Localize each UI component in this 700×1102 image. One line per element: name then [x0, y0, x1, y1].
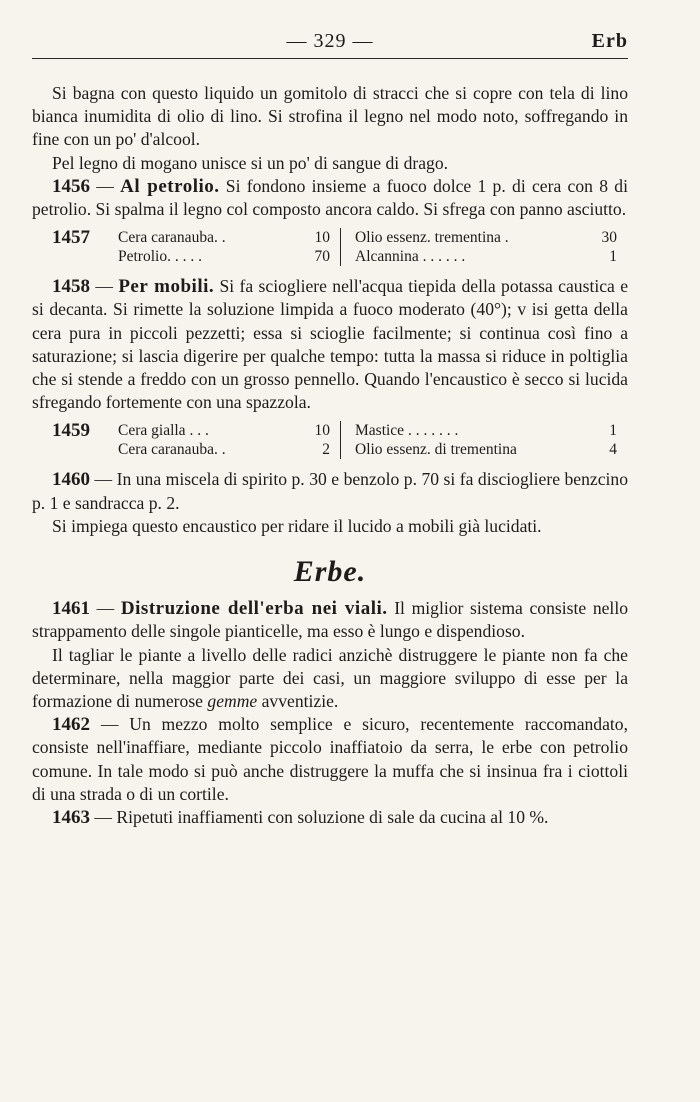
ingredient-name: Mastice . . . . . . .: [355, 422, 459, 440]
ingredient-row: [355, 440, 617, 459]
ingredient-qty: 2: [322, 441, 330, 459]
entry-text: In una miscela di spirito p. 30 e benzolo p. 70 si fa disciogliere benzcino p. 1 e sandracca p. 2.: [32, 469, 629, 513]
recipe-number: 1457: [52, 227, 90, 249]
entry-dash: —: [90, 598, 121, 619]
running-head: Erb: [591, 30, 628, 52]
entry-dash: —: [90, 807, 117, 828]
italic-word: gemme: [207, 691, 258, 712]
ingredient-qty: 30: [601, 229, 617, 247]
entry-title: Per mobili.: [118, 276, 215, 298]
ingredient-row: [118, 421, 330, 440]
entry-number: 1460: [52, 469, 90, 491]
entry-1460: [32, 468, 628, 514]
ingredient-qty: 10: [314, 229, 330, 247]
recipe-right-column: [341, 228, 617, 266]
entry-number: 1456: [52, 175, 90, 197]
entry-number: 1458: [52, 276, 90, 298]
entry-dash: —: [90, 276, 119, 297]
ingredient-row: [118, 228, 330, 247]
entry-1458: [32, 275, 628, 414]
ingredient-row: [355, 228, 617, 247]
ingredient-qty: 70: [314, 248, 330, 266]
entry-1463: [32, 806, 628, 829]
ingredient-qty: 10: [314, 422, 330, 440]
entry-number: 1461: [52, 598, 90, 620]
entry-1456: [32, 175, 628, 221]
entry-title: Distruzione dell'erba nei viali.: [120, 598, 388, 620]
entry-text: Si fa sciogliere nell'acqua tiepida della potassa caustica e si decanta. Si rimette la soluzione limpida a fuoco moderato (40°); v isi getta della cera pura in piccoli pezzetti; essa si scioglie facilmente; si continua così fino a saturazione; si lascia digerire per qualche tempo: tutta la massa si riduce in poltiglia che si stende a freddo con un grosso pennello. Quando l'encaustico è secco si lucida sfregando fortemente con una spazzola.: [32, 276, 629, 413]
ingredient-name: Cera caranauba. .: [118, 441, 226, 459]
entry-dash: —: [90, 469, 117, 490]
ingredient-qty: 1: [609, 248, 617, 266]
entry-number: 1463: [52, 807, 90, 829]
ingredient-name: Olio essenz. di trementina: [355, 441, 517, 459]
ingredient-name: Petrolio. . . . .: [118, 248, 202, 266]
entry-title: Al petrolio.: [120, 175, 220, 197]
recipe-1459: [52, 421, 628, 459]
entry-1462: [32, 713, 628, 806]
ingredient-row: [118, 440, 330, 459]
paragraph-intro: Si bagna con questo liquido un gomitolo di stracci che si copre con tela di lino bianca inumidita di olio di lino. Si strofina il legno nel modo noto, soffregando in fine con un po' d'alcool.: [32, 83, 628, 150]
entry-text: Ripetuti inaffiamenti con soluzione di sale da cucina al 10 %.: [116, 807, 549, 828]
ingredient-qty: 4: [609, 441, 617, 459]
entry-number: 1462: [52, 714, 90, 736]
entry-dash: —: [90, 175, 121, 196]
ingredient-name: Alcannina . . . . . .: [355, 248, 466, 266]
recipe-right-column: [341, 421, 617, 459]
page-number: — 329 —: [286, 30, 374, 52]
ingredient-name: Cera gialla . . .: [118, 422, 209, 440]
entry-text: Il miglior sistema consiste nello strappamento delle singole pianticelle, ma esso è lungo e dispendioso.: [32, 598, 629, 642]
paragraph-mogano: Pel legno di mogano unisce si un po' di sangue di drago.: [52, 152, 449, 173]
entry-text: Un mezzo molto semplice e sicuro, recentemente raccomandato, consiste nell'inaffiare, mediante piccolo inaffiatoio da serra, le erbe con petrolio comune. In tale modo si può anche distruggere la muffa che si insinua fra i ciottoli di una strada o di un cortile.: [32, 714, 628, 804]
recipe-left-column: [118, 421, 341, 459]
ingredient-qty: 1: [609, 422, 617, 440]
paragraph-text: Il tagliar le piante a livello delle radici anzichè distruggere le piante non fa che determinare, nella maggior parte dei casi, un maggiore sviluppo di esse per la formazione di numerose: [32, 644, 628, 712]
recipe-number: 1459: [52, 420, 90, 442]
paragraph-tail: avventizie.: [257, 691, 339, 712]
paragraph-1460-note: Si impiega questo encaustico per ridare il lucido a mobili già lucidati.: [52, 515, 542, 536]
ingredient-name: Olio essenz. trementina .: [355, 229, 509, 247]
ingredient-name: Cera caranauba. .: [118, 229, 226, 247]
recipe-left-column: [118, 228, 341, 266]
entry-1461: [32, 597, 628, 643]
entry-dash: —: [90, 714, 130, 735]
entry-text: Si fondono insieme a fuoco dolce 1 p. di cera con 8 di petrolio. Si spalma il legno col composto ancora caldo. Si sfrega con panno asciutto.: [32, 175, 628, 220]
page-body: [32, 82, 628, 829]
ingredient-row: [118, 247, 330, 266]
paragraph-1461-note: [32, 644, 628, 714]
page-header: [32, 30, 628, 59]
ingredient-row: [355, 421, 617, 440]
recipe-1457: [52, 228, 628, 266]
ingredient-row: [355, 247, 617, 266]
section-title: Erbe.: [293, 555, 367, 589]
